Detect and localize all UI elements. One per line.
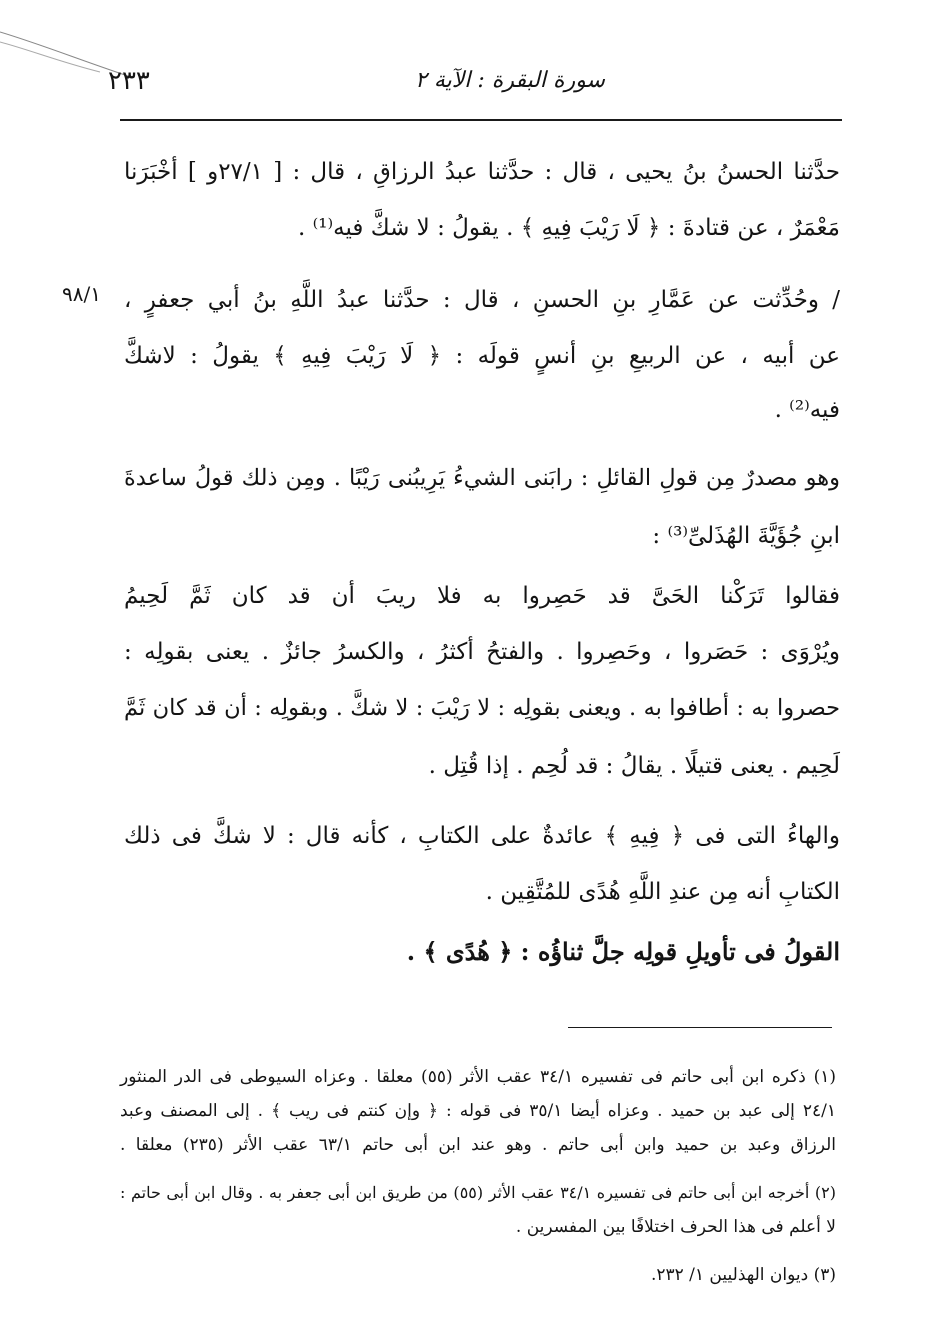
body-line: عن أبيه ، عن الربيعِ بنِ أنسٍ قولَه : ﴿ لَا رَيْبَ فِيهِ ﴾ يقولُ : لاشكَّ — [124, 343, 840, 369]
footnote-line: (٣) ديوان الهذليين ١/ ٢٣٢. — [650, 1265, 836, 1285]
footnote-line: (١) ذكره ابن أبى حاتم فى تفسيره ٣٤/١ عقب الأثر (٥٥) معلقا . وعزاه السيوطى فى الدر المنثور — [120, 1067, 837, 1087]
footnote-line: الرزاق وعبد بن حميد وابن أبى حاتم . وهو عند ابن أبى حاتم ٦٣/١ عقب الأثر (٢٣٥) معلقا . — [120, 1135, 836, 1155]
footnote-line: ٢٤/١ إلى عبد بن حميد . وعزاه أيضا ٣٥/١ فى قوله : ﴿ وإن كنتم فى ريب ﴾ . إلى المصنف وعبد — [120, 1101, 836, 1121]
body-line: مَعْمَرٌ ، عن قتادةَ : ﴿ لَا رَيْبَ فِيهِ ﴾ . يقولُ : لا شكَّ فيه⁽¹⁾ . — [297, 215, 840, 241]
body-line: الكتابِ أنه مِن عندِ اللَّهِ هُدًى للمُتَّقِين . — [485, 879, 840, 905]
margin-reference: ٩٨/١ — [62, 282, 101, 306]
poetry-verse: فقالوا تَرَكْنا الحَىَّ قد حَصِروا به فلا ريبَ أن قد كان ثَمَّ لَحِيمُ — [124, 583, 840, 609]
footnote-line: لا أعلم فى هذا الحرف اختلافًا بين المفسرين . — [515, 1217, 836, 1237]
body-line: لَحِيم . يعنى قتيلًا . يقالُ : قد لُحِم . إذا قُتِل . — [428, 753, 840, 779]
header-rule — [120, 119, 842, 121]
body-line: حدَّثنا الحسنُ بنُ يحيى ، قال : حدَّثنا عبدُ الرزاقِ ، قال : [ ٢٧/١و ] أخْبَرَنا — [124, 159, 840, 185]
running-header-title: سورة البقرة : الآية ٢ — [415, 68, 605, 93]
page-number: ٢٣٣ — [108, 66, 150, 96]
footnote-line: (٢) أخرجه ابن أبى حاتم فى تفسيره ٣٤/١ عقب الأثر (٥٥) من طريق ابن أبى جعفر به . وقال ابن أبى حاتم : — [120, 1183, 837, 1202]
body-line: ابنِ جُؤَيَّةَ الهُذَلىِّ⁽³⁾ : — [652, 523, 840, 549]
body-line: ويُرْوَى : حَصَروا ، وحَصِروا . والفتحُ أكثرُ ، والكسرُ جائزٌ . يعنى بقولِه : — [124, 639, 840, 665]
body-line: / وحُدِّثت عن عَمَّارِ بنِ الحسنِ ، قال : حدَّثنا عبدُ اللَّهِ بنُ أبي جعفرٍ ، — [124, 287, 840, 313]
body-line: وهو مصدرٌ مِن قولِ القائلِ : رابَنى الشيءُ يَرِيبُنى رَيْبًا . ومِن ذلك قولُ ساعدةَ — [124, 465, 840, 491]
section-heading: القولُ فى تأويلِ قولِه جلَّ ثناؤُه : ﴿ هُدًى ﴾ . — [406, 937, 840, 966]
body-line: فيه⁽²⁾ . — [774, 397, 840, 423]
body-line: حصروا به : أطافوا به . ويعنى بقولِه : لا رَيْبَ : لا شكَّ . وبقولِه : أن قد كان ثَمَّ — [124, 695, 840, 721]
body-line: والهاءُ التى فى ﴿ فِيهِ ﴾ عائدةٌ على الكتابِ ، كأنه قال : لا شكَّ فى ذلك — [124, 823, 840, 849]
footnote-rule — [568, 1027, 832, 1028]
